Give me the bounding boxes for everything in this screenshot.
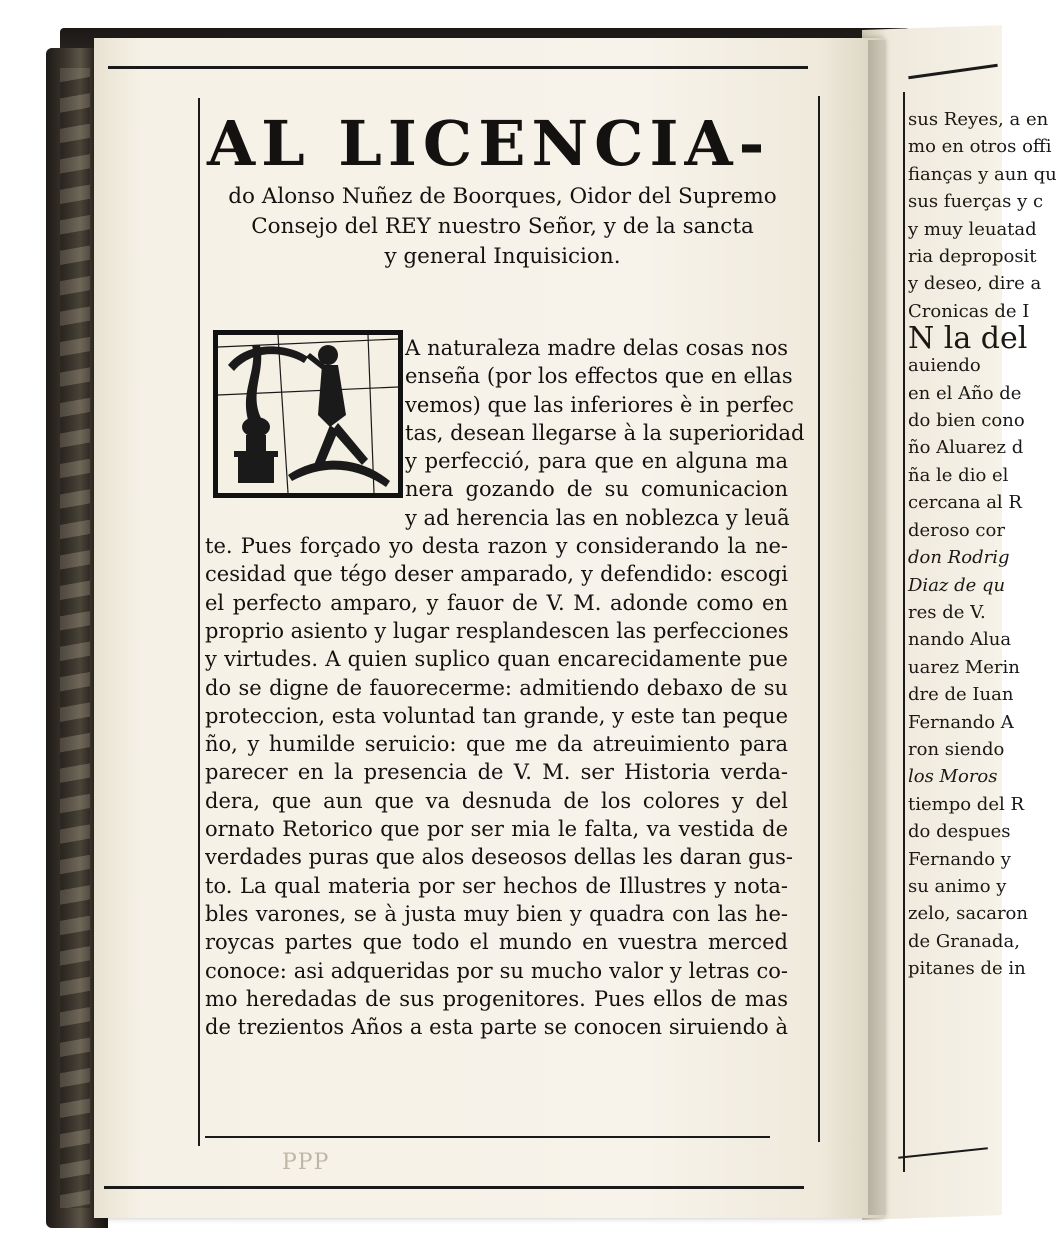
body-line: A naturaleza madre delas cosas nos <box>405 336 788 360</box>
body-line: y virtudes. A quien suplico quan encarecidamente pue <box>205 647 788 672</box>
right-line: res de V. <box>908 601 986 623</box>
dedication-text-block <box>205 107 810 1040</box>
right-line: de Granada, <box>908 930 1020 952</box>
right-line: ria deproposit <box>908 246 1037 268</box>
page-gutter-shadow <box>868 40 890 1215</box>
right-line: y muy leuatad <box>908 218 1037 240</box>
right-line: Cronicas de I <box>908 300 1030 322</box>
right-line: su animo y <box>908 875 1007 897</box>
subtitle-line: do Alonso Nuñez de Boorques, Oidor del Supremo <box>228 184 777 209</box>
right-line: ron siendo <box>908 738 1005 760</box>
right-line: nando Alua <box>908 629 1012 651</box>
body-line: cesidad que tégo deser amparado, y defendido: escogi <box>205 562 788 587</box>
right-line: pitanes de in <box>908 958 1026 980</box>
right-line: Fernando y <box>908 848 1011 870</box>
body-line: y perfecció, para que en alguna ma <box>405 449 788 474</box>
right-line: los Moros <box>908 766 998 788</box>
dedication-body <box>205 334 805 1041</box>
right-line: tiempo del R <box>908 793 1024 815</box>
right-line: N la del <box>908 321 1028 357</box>
right-page-frame-line <box>903 92 905 1172</box>
bottom-rule <box>104 1186 804 1189</box>
right-line: y deseo, dire a <box>908 273 1042 295</box>
right-page-text <box>908 106 1057 983</box>
body-line: tas, desean llegarse à la superioridad <box>405 420 805 445</box>
right-line: don Rodrig <box>908 547 1010 569</box>
body-line: to. La qual materia por ser hechos de Illustres y nota- <box>205 873 788 898</box>
body-line: de trezientos Años a esta parte se conocen siruiendo à <box>205 1015 788 1040</box>
body-line: mo heredadas de sus progenitores. Pues ellos de mas <box>205 986 788 1011</box>
body-line: do se digne de fauorecerme: admitiendo debaxo de su <box>205 675 788 700</box>
right-line: Diaz de qu <box>908 574 1006 596</box>
body-line: roycas partes que todo el mundo en vuestra merced <box>205 930 788 955</box>
right-line: deroso cor <box>908 519 1005 541</box>
body-line: bles varones, se à justa muy bien y quadra con las he- <box>205 901 788 926</box>
body-line: conoce: asi adqueridas por su mucho valor y letras co- <box>205 958 788 983</box>
right-line: sus Reyes, a en <box>908 109 1049 130</box>
right-line: cercana al R <box>908 492 1022 514</box>
body-line: ño, y humilde seruicio: que me da atreuimiento para <box>205 732 788 757</box>
right-line: ño Aluarez d <box>908 437 1024 459</box>
body-line: ornato Retorico que por ser mia le falta, va vestida de <box>205 817 788 842</box>
body-line: enseña (por los effectos que en ellas <box>405 364 793 389</box>
dedication-subtitle <box>205 182 810 272</box>
catchword: PPP <box>282 1150 330 1175</box>
right-line: sus fuerças y c <box>908 191 1044 213</box>
right-line: auiendo <box>908 355 981 377</box>
body-line: proteccion, esta voluntad tan grande, y este tan peque <box>205 703 788 728</box>
body-line: verdades puras que alos deseosos dellas les daran gus- <box>205 845 794 870</box>
body-line: y ad herencia las en noblezca y leuã <box>405 505 790 530</box>
dedication-heading: AL LICENCIA- <box>207 107 771 180</box>
right-line: do despues <box>908 821 1011 843</box>
right-line: mo en otros offi <box>908 136 1052 158</box>
frame-right-line <box>818 96 820 1142</box>
body-line: te. Pues forçado yo desta razon y considerando la ne- <box>205 534 788 559</box>
right-line: Fernando A <box>908 711 1014 733</box>
frame-left-line <box>198 98 200 1146</box>
right-line: dre de Iuan <box>908 684 1014 706</box>
body-line: proprio asiento y lugar resplandescen las perfecciones <box>205 618 789 643</box>
body-line: parecer en la presencia de V. M. ser Historia verda- <box>205 760 788 785</box>
body-line: dera, que aun que va desnuda de los colores y del <box>205 788 788 813</box>
right-line: fianças y aun qu <box>908 163 1057 185</box>
top-rule <box>108 66 808 69</box>
body-line: nera gozando de su comunicacion <box>405 477 788 502</box>
right-line: ña le dio el <box>908 464 1009 486</box>
right-line: zelo, sacaron <box>908 903 1028 925</box>
body-line: el perfecto amparo, y fauor de V. M. adonde como en <box>205 590 788 615</box>
subtitle-line: y general Inquisicion. <box>384 244 621 269</box>
frame-bottom-line <box>205 1136 770 1138</box>
right-line: en el Año de <box>908 382 1022 404</box>
right-line: do bien cono <box>908 410 1025 432</box>
right-line: uarez Merin <box>908 656 1020 678</box>
body-line: vemos) que las inferiores è in perfec <box>405 392 794 417</box>
subtitle-line: Consejo del REY nuestro Señor, y de la sancta <box>251 214 754 239</box>
